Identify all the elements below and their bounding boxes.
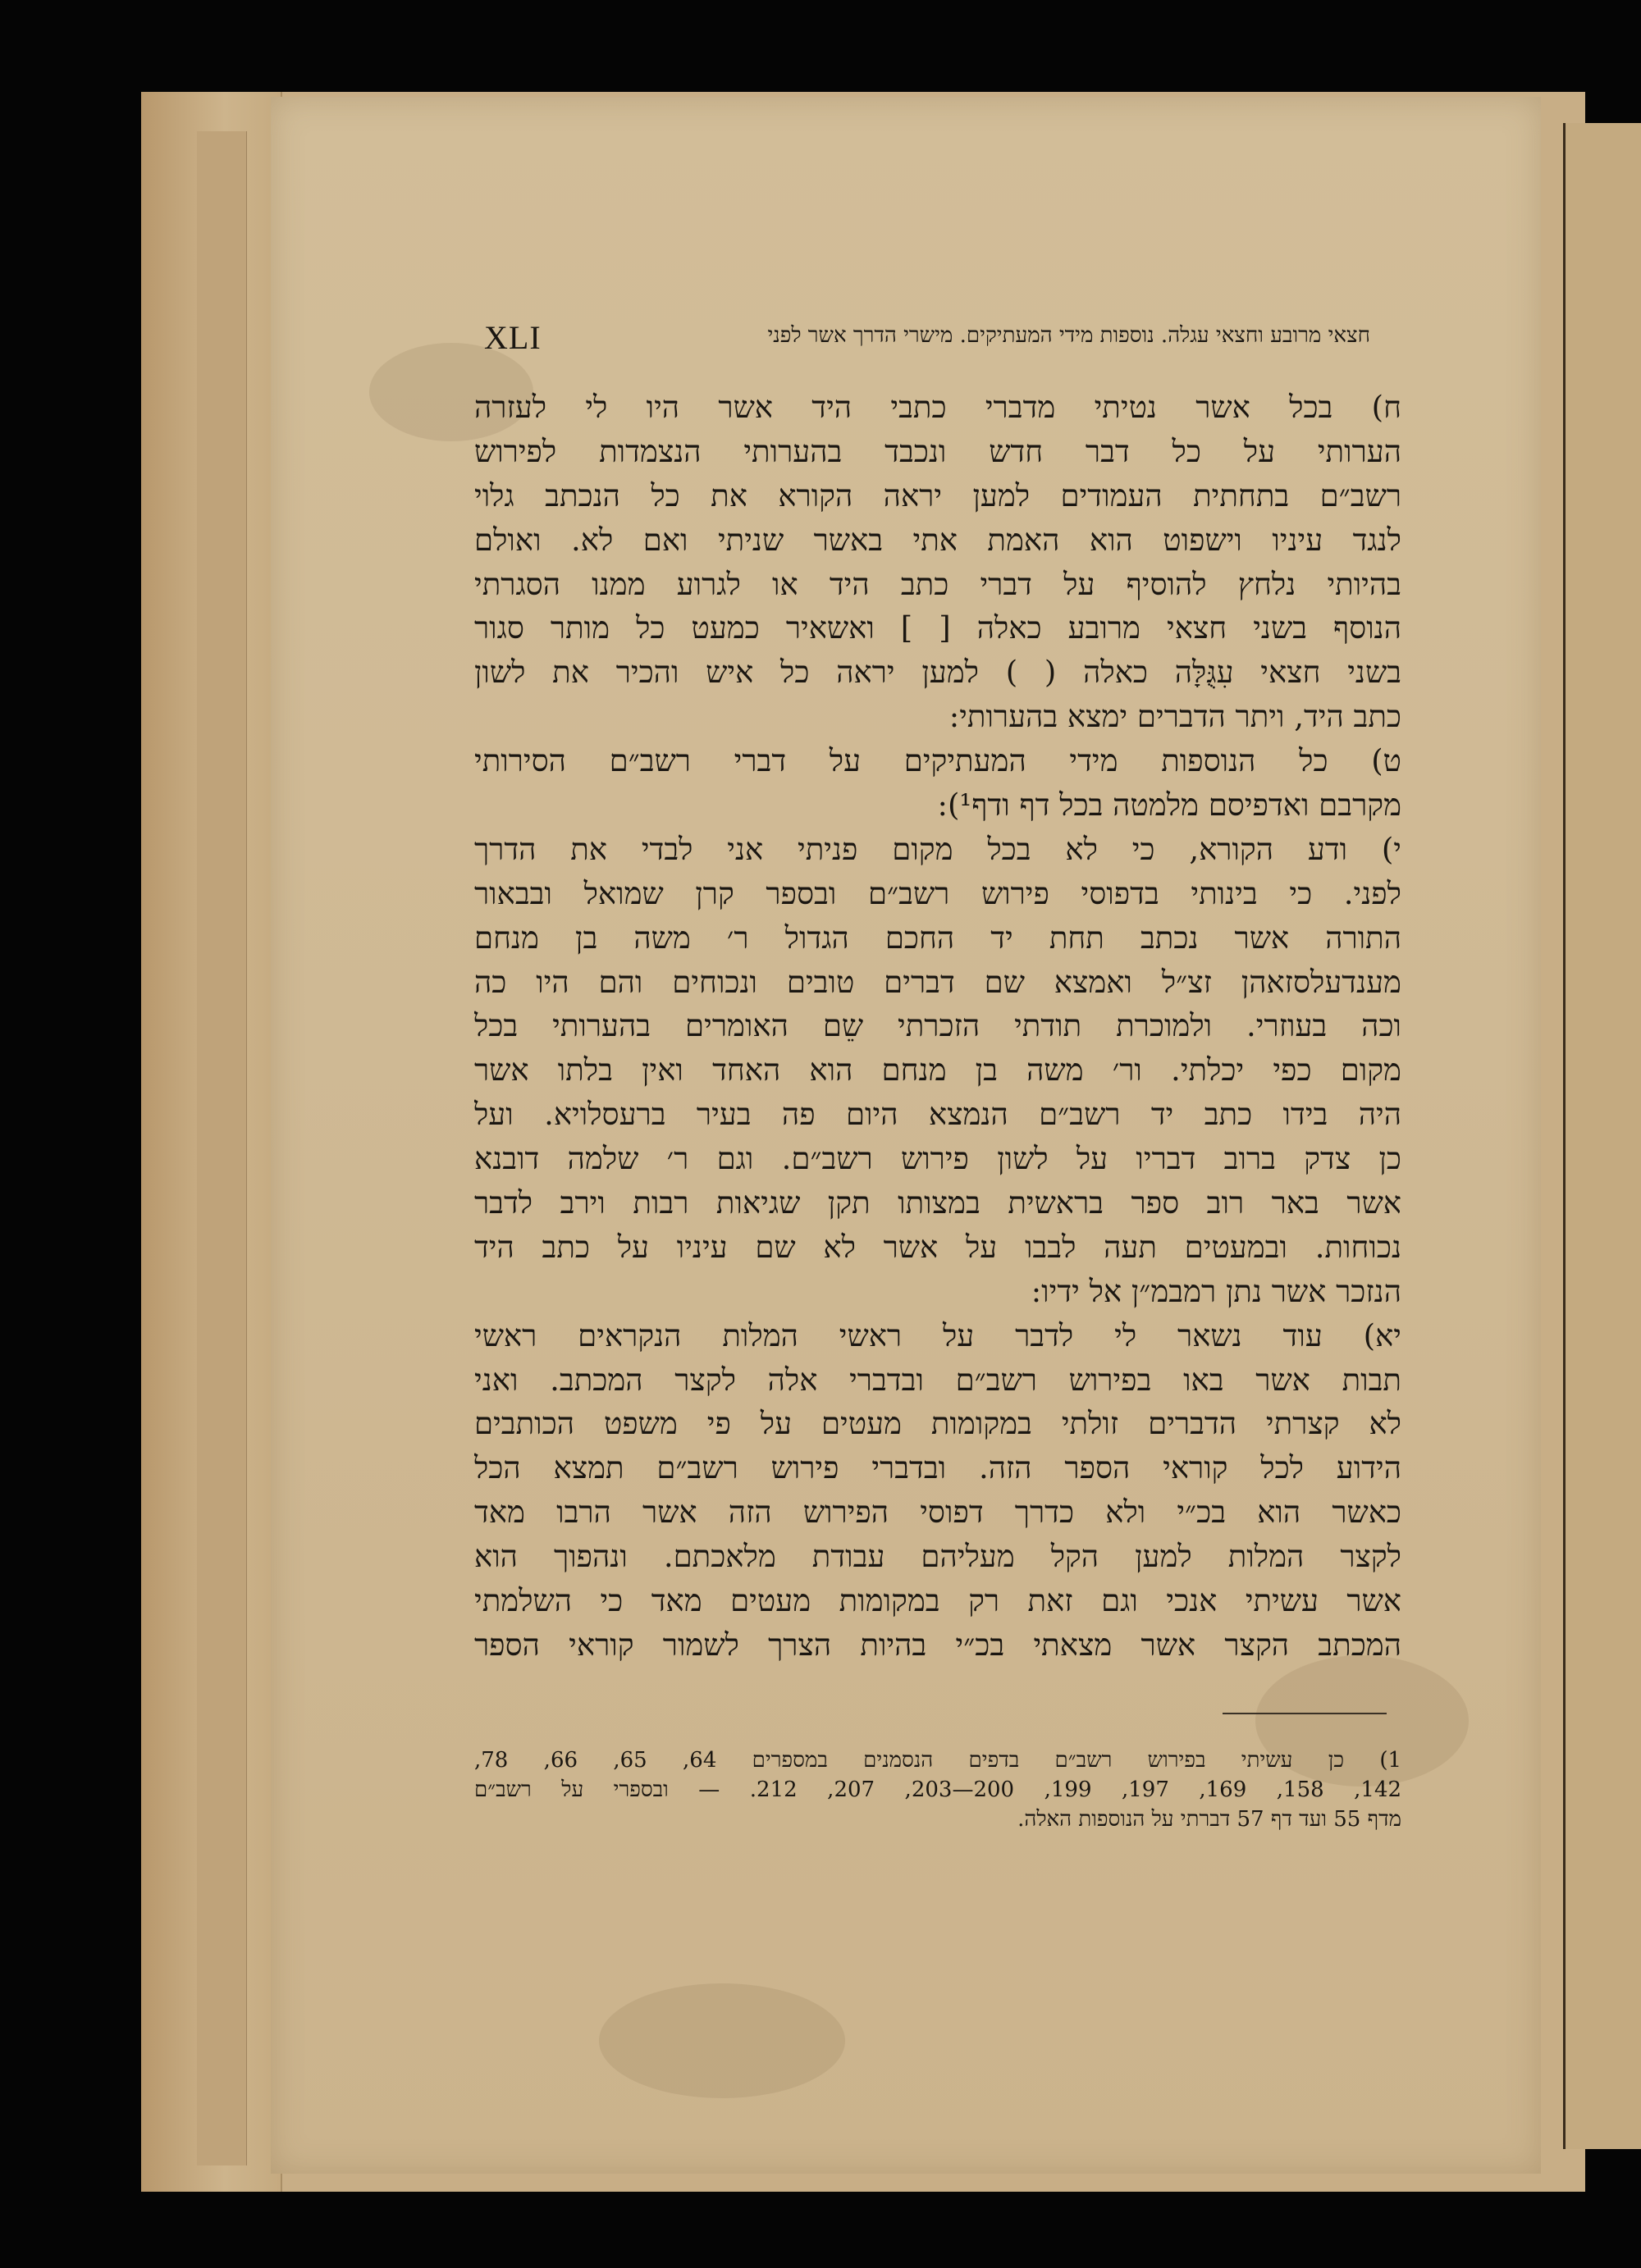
body-text xyxy=(474,386,1401,1668)
facing-page-edge xyxy=(1563,123,1641,2149)
text-line: הערותי על כל דבר חדש ונכבד בהערותי הנצמדות לפירוש xyxy=(474,433,1401,469)
text-line: תבות אשר באו בפירוש רשב״ם ובדברי אלה לקצר המכתב. ואני xyxy=(474,1362,1401,1398)
text-line: התורה אשר נכתב תחת יד החכם הגדול ר׳ משה בן מנחם xyxy=(474,920,1401,956)
text-line: מענדעלסזאהן זצ״ל ואמצא שם דברים טובים ונכוחים והם היו כה xyxy=(474,964,1401,1000)
text-line: לא קצרתי הדברים זולתי במקומות מעטים על פי משפט הכותבים xyxy=(474,1406,1401,1442)
page-edge-strip xyxy=(197,131,247,2165)
text-line: המכתב הקצר אשר מצאתי בכ״י בהיות הצרך לשמור קוראי הספר xyxy=(474,1627,1401,1663)
text-line: כתב היד, ויתר הדברים ימצא בהערותי: xyxy=(948,699,1401,735)
page-number: XLI xyxy=(484,319,542,356)
text-line: כאשר הוא בכ״י ולא כדרך דפוסי הפירוש הזה אשר הרבו מאד xyxy=(474,1495,1401,1531)
text-line: כן צדק ברוב דבריו על לשון פירוש רשב״ם. וגם ר׳ שלמה דובנא xyxy=(474,1141,1401,1177)
text-line: ט) כל הנוספות מידי המעתיקים על דברי רשב״ם הסירותי xyxy=(474,743,1401,779)
text-line: נכוחות. ובמעטים תעה לבבו על אשר לא שם עיניו על כתב היד xyxy=(474,1229,1401,1265)
text-line: בהיותי נלחץ להוסיף על דברי כתב היד או לגרוע ממנו הסגרתי xyxy=(474,566,1401,602)
footnote-divider xyxy=(1223,1713,1387,1714)
text-line: בשני חצאי עִגֻּלָּה כאלה ( ) למען יראה כל איש והכיר את לשון xyxy=(474,655,1401,691)
text-line: הנזכר אשר נתן רמבמ״ן אל ידיו: xyxy=(1031,1273,1401,1309)
page-header xyxy=(484,318,1370,367)
paper-stain xyxy=(599,1983,845,2098)
text-line: אשר עשיתי אנכי וגם זאת רק במקומות מעטים מאד כי השלמתי xyxy=(474,1583,1401,1619)
running-head: חצאי מרובע וחצאי עגלה. נוספות מידי המעתיקים. מישרי הדרך אשר לפני xyxy=(767,323,1370,348)
text-line: הידוע לכל קוראי הספר הזה. ובדברי פירוש רשב״ם תמצא הכל xyxy=(474,1450,1401,1486)
text-line: לקצר המלות למען הקל מעליהם עבודת מלאכתם. ונהפוך הוא xyxy=(474,1539,1401,1575)
text-line: אשר באר רוב ספר בראשית במצותו תקן שגיאות רבות וירב לדבר xyxy=(474,1185,1401,1221)
text-line: מקרבם ואדפיסם מלמטה בכל דף ודף¹): xyxy=(937,787,1401,824)
text-line: יא) עוד נשאר לי לדבר על ראשי המלות הנקראים ראשי xyxy=(474,1317,1401,1353)
footnote-line: מדף 55 ועד דף 57 דברתי על הנוספות האלה. xyxy=(1017,1807,1401,1832)
text-line: רשב״ם בתחתית העמודים למען יראה הקורא את כל הנכתב גלוי xyxy=(474,477,1401,513)
text-line: מקום כפי יכלתי. ור׳ משה בן מנחם הוא האחד ואין בלתו אשר xyxy=(474,1052,1401,1088)
footnote-line: 1) כן עשיתי בפירוש רשב״ם בדפים הנסמנים במספרים 64, 65, 66, 78, xyxy=(474,1748,1401,1773)
footnotes xyxy=(474,1745,1401,1834)
text-line: י) ודע הקורא, כי לא בכל מקום פניתי אני לבדי את הדרך xyxy=(474,831,1401,867)
footnote-line: 142, 158, 169, 197, 199, 200—203, 207, 212. — ובספרי על רשב״ם xyxy=(474,1777,1401,1802)
text-line: לפני. כי בינותי בדפוסי פירוש רשב״ם ובספר קרן שמואל ובבאור xyxy=(474,875,1401,911)
text-line: היה בידו כתב יד רשב״ם הנמצא היום פה בעיר ברעסלויא. ועל xyxy=(474,1097,1401,1133)
text-line: וכה בעוזרי. ולמוכרת תודתי הזכרתי שֵם האומרים בהערותי בכל xyxy=(474,1008,1401,1044)
text-line: הנוסף בשני חצאי מרובע כאלה [ ] ואשאיר כמעט כל מותר סגור xyxy=(474,610,1401,646)
text-line: לנגד עיניו וישפוט הוא האמת אתי באשר שניתי ואם לא. ואולם xyxy=(474,522,1401,558)
text-line: ח) בכל אשר נטיתי מדברי כתבי היד אשר היו לי לעזרה xyxy=(474,390,1401,425)
